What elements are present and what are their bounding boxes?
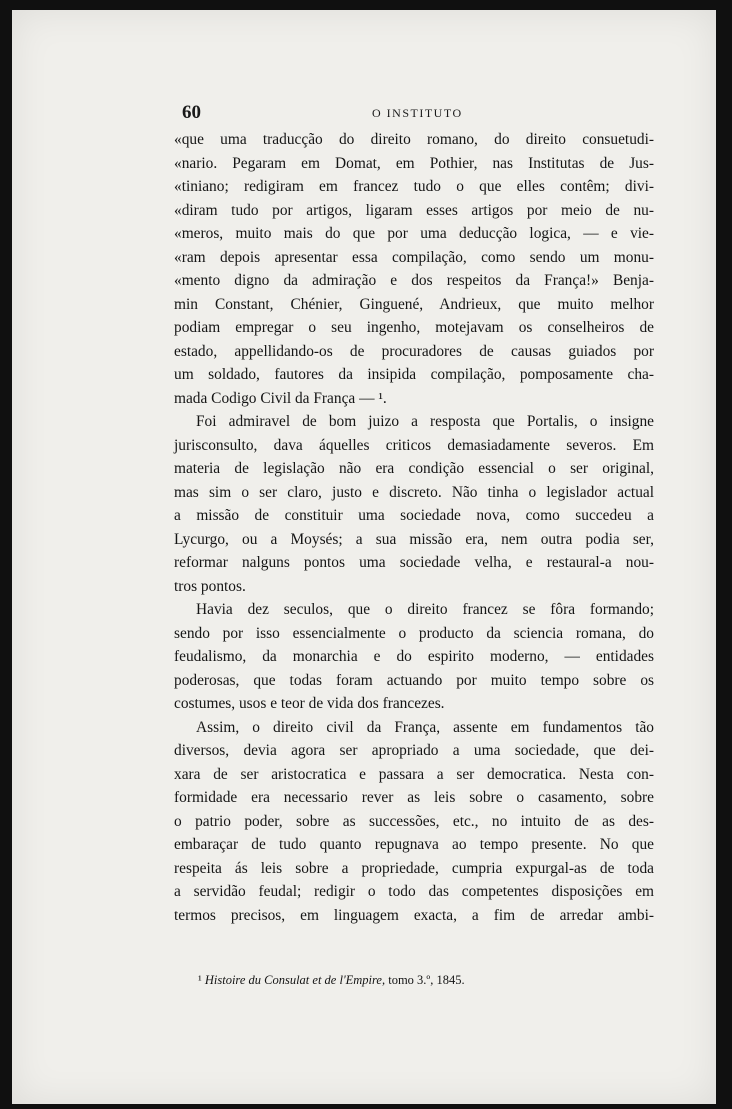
page-header [182, 102, 572, 126]
text-line: diversos, devia agora ser apropriado a uma sociedade, que dei- [174, 742, 654, 759]
text-line: «nario. Pegaram em Domat, em Pothier, nas Institutas de Jus- [174, 154, 654, 172]
text-line: tros pontos. [174, 577, 246, 595]
text-line: materia de legislação não era condição essencial o ser original, [174, 460, 654, 477]
text-line: min Constant, Chénier, Ginguené, Andrieux, que muito melhor [174, 295, 654, 313]
text-line: a servidão feudal; redigir o todo das competentes disposições em [174, 883, 654, 900]
running-head: O INSTITUTO [372, 106, 463, 120]
page-number: 60 [182, 102, 201, 123]
text-line: costumes, usos e teor de vida dos francezes. [174, 695, 445, 712]
text-line: Assim, o direito civil da França, assente em fundamentos tão [196, 718, 654, 736]
text-line: mada Codigo Civil da França — ¹. [174, 389, 387, 407]
text-line: respeita ás leis sobre a propriedade, cumpria expurgal-as de toda [174, 859, 654, 877]
text-line: jurisconsulto, dava áquelles criticos demasiadamente severos. Em [174, 436, 654, 454]
text-line: «mento digno da admiração e dos respeitos da França!» Benja- [174, 272, 654, 289]
text-line: «meros, muito mais do que por uma deducção logica, — e vie- [174, 225, 654, 242]
text-line: Lycurgo, ou a Moysés; a sua missão era, nem outra podia ser, [174, 530, 654, 548]
text-line: «diram tudo por artigos, ligaram esses artigos por meio de nu- [174, 201, 654, 219]
text-line: Havia dez seculos, que o direito francez se fôra formando; [196, 601, 654, 618]
footnote [198, 973, 658, 988]
text-line: embaraçar de tudo quanto repugnava ao tempo presente. No que [174, 836, 654, 853]
text-line: xara de ser aristocratica e passara a ser democratica. Nesta con- [174, 765, 654, 783]
text-line: sendo por isso essencialmente o producto da sciencia romana, do [174, 624, 654, 642]
text-line: termos precisos, em linguagem exacta, a fim de arredar ambi- [174, 906, 654, 924]
text-line: um soldado, fautores da insipida compilação, pomposamente cha- [174, 366, 654, 383]
text-line: o patrio poder, sobre as successões, etc., no intuito de as des- [174, 812, 654, 830]
text-line: Foi admiravel de bom juizo a resposta que Portalis, o insigne [196, 413, 654, 430]
text-line: mas sim o ser claro, justo e discreto. Não tinha o legislador actual [174, 483, 654, 501]
text-line: «que uma traducção do direito romano, do direito consuetudi- [174, 131, 654, 148]
text-line: «tiniano; redigiram em francez tudo o que elles contêm; divi- [174, 178, 654, 195]
text-line: poderosas, que todas foram actuando por muito tempo sobre os [174, 671, 654, 689]
text-line: a missão de constituir uma sociedade nova, como succedeu a [174, 507, 654, 524]
text-line: reformar nalguns pontos uma sociedade velha, e restaural-a nou- [174, 554, 654, 571]
text-line: feudalismo, da monarchia e do espirito moderno, — entidades [174, 648, 654, 665]
footnote-title: Histoire du Consulat et de l'Empire, [204, 973, 386, 987]
footnote-marker: ¹ [198, 973, 202, 987]
text-line: podiam empregar o seu ingenho, motejavam os conselheiros de [174, 319, 654, 336]
text-line: formidade era necessario rever as leis sobre o casamento, sobre [174, 789, 654, 806]
text-line: «ram depois apresentar essa compilação, como sendo um monu- [174, 248, 654, 266]
text-line: estado, appellidando-os de procuradores de causas guiados por [174, 342, 654, 360]
footnote-detail: tomo 3.º, 1845. [385, 973, 465, 987]
body-text [174, 128, 654, 927]
